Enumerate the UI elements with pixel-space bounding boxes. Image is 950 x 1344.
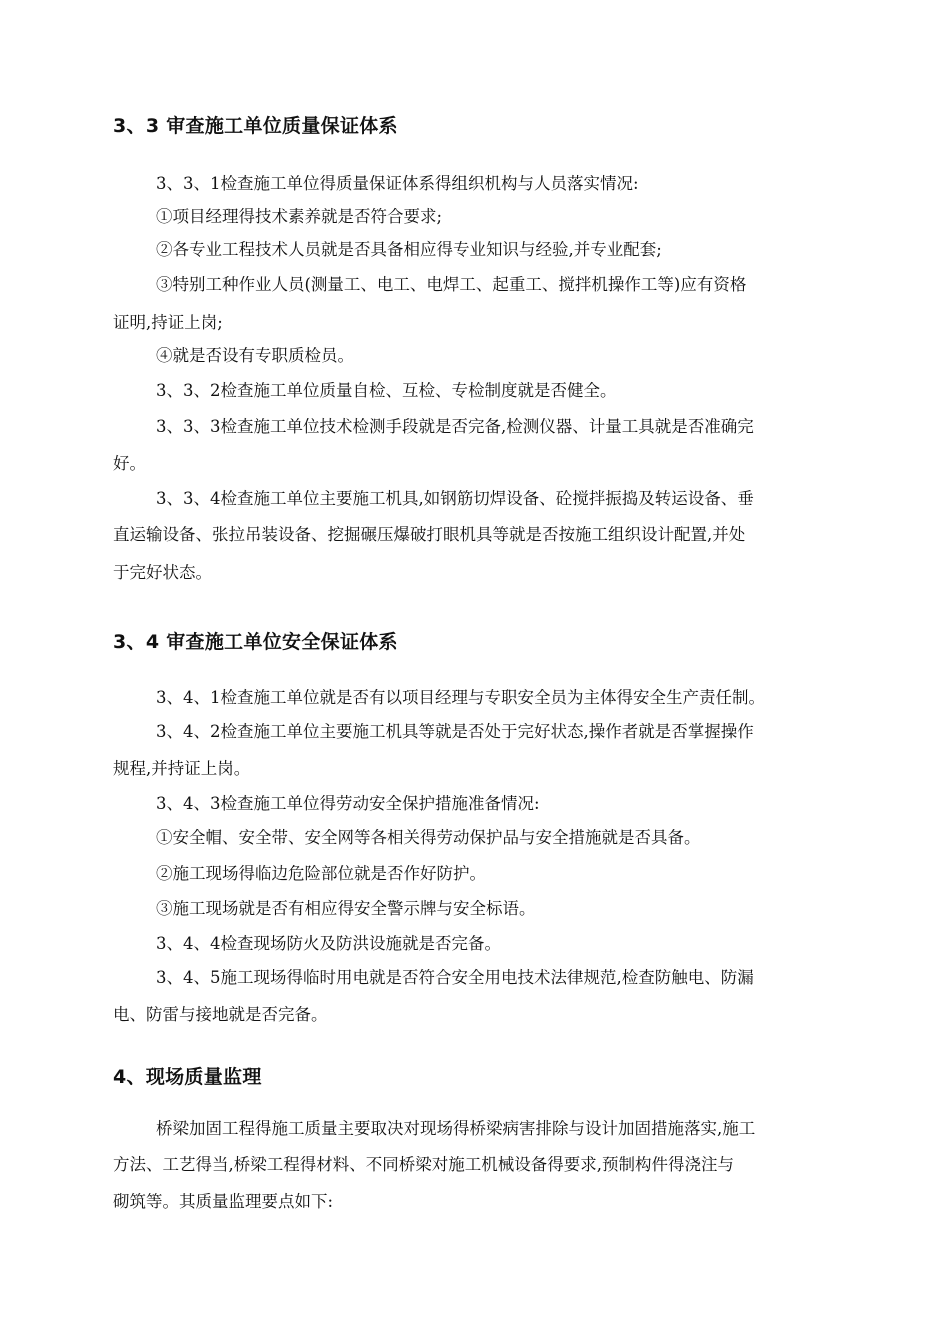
- paragraph-line: 砌筑等。其质量监理要点如下:: [113, 1192, 334, 1211]
- list-item: ①安全帽、安全带、安全网等各相关得劳动保护品与安全措施就是否具备。: [156, 828, 701, 847]
- list-item: ②施工现场得临边危险部位就是否作好防护。: [156, 864, 486, 883]
- paragraph-line: 3、3、3检查施工单位技术检测手段就是否完备,检测仪器、计量工具就是否准确完: [156, 417, 754, 436]
- paragraph-line: 方法、工艺得当,桥梁工程得材料、不同桥梁对施工机械设备得要求,预制构件得浇注与: [113, 1155, 734, 1174]
- paragraph-line: 规程,并持证上岗。: [113, 759, 251, 778]
- list-item: ③特别工种作业人员(测量工、电工、电焊工、起重工、搅拌机操作工等)应有资格: [156, 275, 747, 294]
- paragraph-line: 3、4、1检查施工单位就是否有以项目经理与专职安全员为主体得安全生产责任制。: [156, 688, 765, 707]
- paragraph-line: 3、3、1检查施工单位得质量保证体系得组织机构与人员落实情况:: [156, 174, 639, 193]
- paragraph-line: 3、4、5施工现场得临时用电就是否符合安全用电技术法律规范,检查防触电、防漏: [156, 968, 754, 987]
- paragraph-line: 3、3、2检查施工单位质量自检、互检、专检制度就是否健全。: [156, 381, 617, 400]
- paragraph-line: 3、4、3检查施工单位得劳动安全保护措施准备情况:: [156, 794, 540, 813]
- paragraph-line: 好。: [113, 454, 146, 473]
- section-heading-3-4: 3、4 审查施工单位安全保证体系: [113, 631, 398, 653]
- paragraph-line: 证明,持证上岗;: [113, 313, 223, 332]
- list-item: ③施工现场就是否有相应得安全警示牌与安全标语。: [156, 899, 536, 918]
- section-heading-4: 4、现场质量监理: [113, 1066, 262, 1088]
- paragraph-line: 直运输设备、张拉吊装设备、挖掘碾压爆破打眼机具等就是否按施工组织设计配置,并处: [113, 525, 746, 544]
- paragraph-line: 桥梁加固工程得施工质量主要取决对现场得桥梁病害排除与设计加固措施落实,施工: [156, 1119, 756, 1138]
- paragraph-line: 电、防雷与接地就是否完备。: [113, 1005, 328, 1024]
- paragraph-line: 于完好状态。: [113, 563, 212, 582]
- list-item: ④就是否设有专职质检员。: [156, 346, 354, 365]
- list-item: ①项目经理得技术素养就是否符合要求;: [156, 207, 443, 226]
- paragraph-line: 3、4、4检查现场防火及防洪设施就是否完备。: [156, 934, 501, 953]
- paragraph-line: 3、3、4检查施工单位主要施工机具,如钢筋切焊设备、砼搅拌振捣及转运设备、垂: [156, 489, 754, 508]
- section-heading-3-3: 3、3 审查施工单位质量保证体系: [113, 115, 398, 137]
- list-item: ②各专业工程技术人员就是否具备相应得专业知识与经验,并专业配套;: [156, 240, 662, 259]
- paragraph-line: 3、4、2检查施工单位主要施工机具等就是否处于完好状态,操作者就是否掌握操作: [156, 722, 754, 741]
